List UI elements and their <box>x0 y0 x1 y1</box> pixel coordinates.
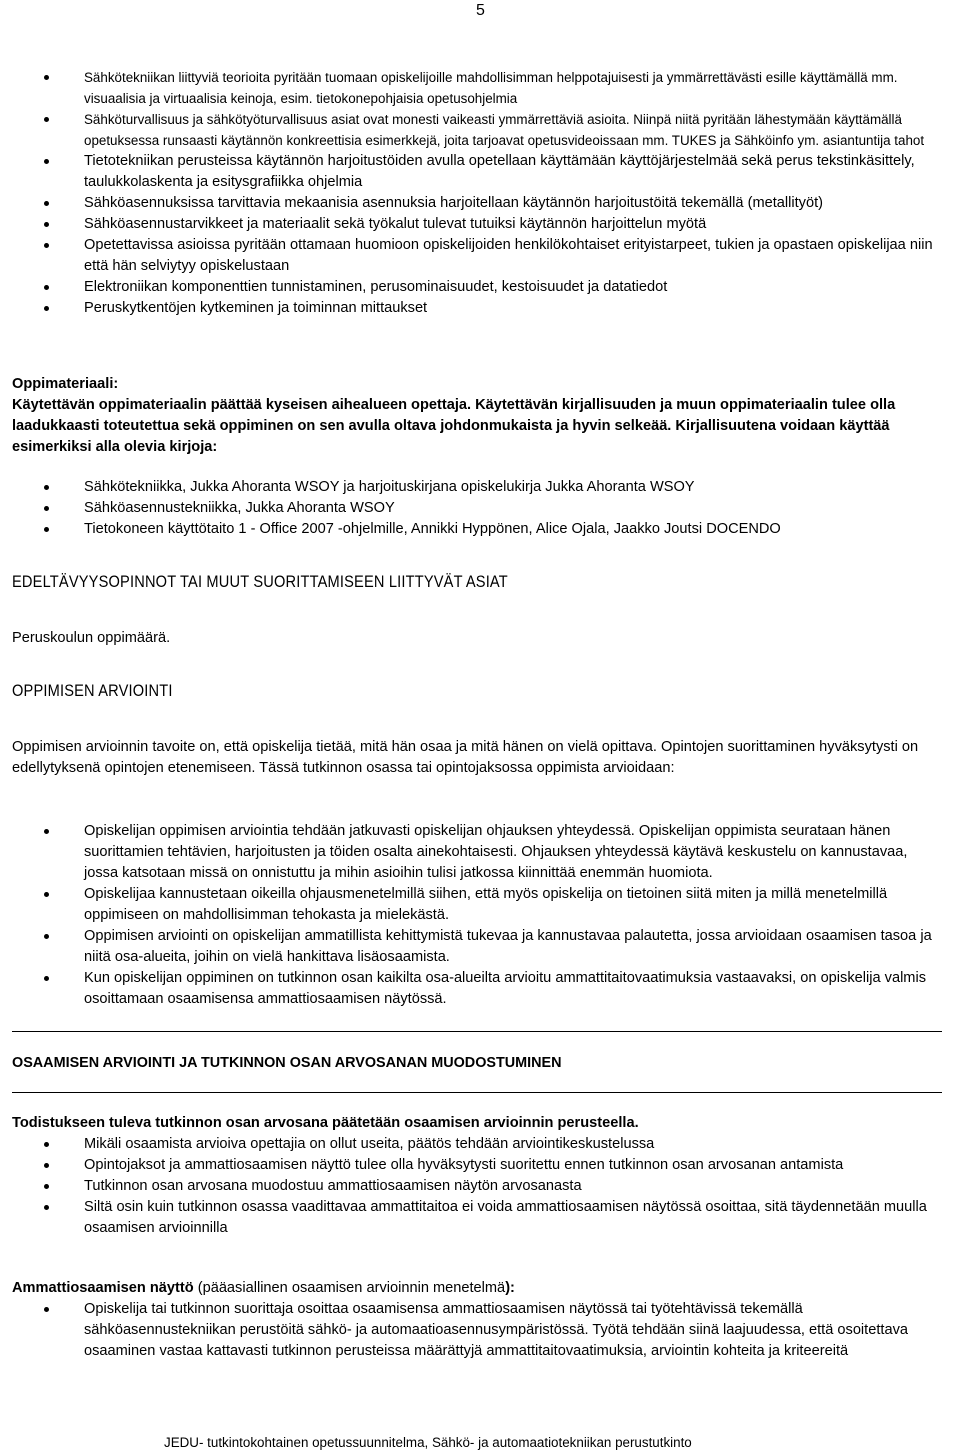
list-item: Opetettavissa asioissa pyritään ottamaan huomioon opiskelijoiden henkilökohtaiset erityistarpeet, tukien ja opastaen opiskelijaa niin että hän selviytyy opiskelustaan <box>12 235 942 277</box>
list-item: Opiskelijaa kannustetaan oikeilla ohjausmenetelmillä siihen, että myös opiskelija on tietoinen siitä miten ja millä menetelmillä oppimiseen on mahdollisimman tehokasta ja mielekästä. <box>12 884 942 926</box>
page-number: 5 <box>476 2 485 19</box>
list-item: Opintojaksot ja ammattiosaamisen näyttö tulee olla hyväksytysti suoritettu ennen tutkinnon osan arvosanan antamista <box>12 1155 942 1176</box>
list-item: Sähkötekniikka, Jukka Ahoranta WSOY ja harjoituskirjana opiskelukirja Jukka Ahoranta WSOY <box>12 477 942 498</box>
edeltavyys-heading: EDELTÄVYYSOPINNOT TAI MUUT SUORITTAMISEEN LIITTYVÄT ASIAT <box>12 572 508 591</box>
edeltavyys-text: Peruskoulun oppimäärä. <box>12 630 171 646</box>
naytto-label-bold: Ammattiosaamisen näyttö <box>12 1280 194 1296</box>
arviointi-intro: Oppimisen arvioinnin tavoite on, että opiskelija tietää, mitä hän osaa ja mitä hänen on vielä opittava. Opintojen suorittaminen hyväksytysti on edellytyksenä opintojen etenemiseen. Tässä tutkinnon osassa tai opintojaksossa oppimista arvioidaan: <box>12 739 919 776</box>
list-item: Tietotekniikan perusteissa käytännön harjoitustöiden avulla opetellaan käyttämään käyttöjärjestelmää sekä perus tekstinkäsittely, taulukkolaskenta ja esitysgrafiikka ohjelmia <box>12 151 942 193</box>
list-item: Opiskelija tai tutkinnon suorittaja osoittaa osaamisensa ammattiosaamisen näytössä tai työtehtävissä tekemällä sähköasennustekniikan perustöitä sähkö- ja automaatioasennusympäristössä. Työtä tehdään siinä laajuudessa, että osoitettava osaaminen vastaa kattavasti tutkinnon perusteissa määrättyjä ammattitaitovaatimuksia, arviointin kohteita ja kriteereitä <box>12 1299 942 1362</box>
oppimateriaali-section <box>12 374 942 458</box>
list-item: Elektroniikan komponenttien tunnistaminen, perusominaisuudet, kestoisuudet ja datatiedot <box>12 277 942 298</box>
list-item: Mikäli osaamista arvioiva opettajia on ollut useita, päätös tehdään arviointikeskustelussa <box>12 1134 942 1155</box>
oppimateriaali-label: Oppimateriaali: <box>12 376 119 392</box>
naytto-label-end: ): <box>505 1280 515 1296</box>
oppimateriaali-text: Käytettävän oppimateriaalin päättää kyseisen aihealueen opettaja. Käytettävän kirjallisuuden ja muun oppimateriaalin tulee olla laadukkaasti toteutettua sekä oppiminen on sen avulla oltava johdonmukaista ja hyvin selkeää. Kirjallisuutena voidaan käyttää esimerkiksi alla olevia kirjoja: <box>12 397 896 455</box>
list-item: Tutkinnon osan arvosana muodostuu ammattiosaamisen näytön arvosanasta <box>12 1176 942 1197</box>
list-item: Sähköturvallisuus ja sähkötyöturvallisuus asiat ovat monesti vaikeasti ymmärrettäviä asioita. Niinpä niitä pyritään lähestymään käyttämällä opetuksessa runsaasti käytännön konkreettisia esimerkkejä, joita tarjoavat opetusvideoissaan mm. TUKES ja Sähköinfo ym. asiantuntija tahot <box>12 109 942 151</box>
list-item: Kun opiskelijan oppiminen on tutkinnon osan kaikilta osa-alueilta arvioitu ammattitaitovaatimuksia vastaavaksi, on opiskelija valmis osoittamaan osaamisensa ammattiosaamisen näytössä. <box>12 968 942 1010</box>
book-list <box>12 477 942 540</box>
arviointi-list <box>12 821 942 1010</box>
todistus-list <box>12 1134 942 1239</box>
list-item: Sähköasennustarvikkeet ja materiaalit sekä työkalut tulevat tutuiksi käytännön harjoittelun myötä <box>12 214 942 235</box>
naytto-label-mid: (pääasiallinen osaamisen arvioinnin menetelmä <box>193 1280 506 1296</box>
osaamisen-heading: OSAAMISEN ARVIOINTI JA TUTKINNON OSAN ARVOSANAN MUODOSTUMINEN <box>12 1055 562 1071</box>
section-divider <box>12 1031 942 1032</box>
list-item: Sähköasennuksissa tarvittavia mekaanisia asennuksia harjoitellaan käytännön harjoitustöitä tekemällä (metallityöt) <box>12 193 942 214</box>
naytto-label <box>12 1278 942 1299</box>
list-item: Sähköasennustekniikka, Jukka Ahoranta WSOY <box>12 498 942 519</box>
top-bullet-list <box>12 67 942 319</box>
naytto-list <box>12 1299 942 1362</box>
page-footer: JEDU- tutkintokohtainen opetussuunnitelma, Sähkö- ja automaatiotekniikan perustutkinto <box>164 1435 692 1450</box>
list-item: Oppimisen arviointi on opiskelijan ammatillista kehittymistä tukevaa ja kannustavaa palautetta, jossa arvioidaan osaamisen tasoa ja niitä osa-alueita, joihin on vielä hankittava lisäosaamista. <box>12 926 942 968</box>
arviointi-heading: OPPIMISEN ARVIOINTI <box>12 681 173 700</box>
list-item: Siltä osin kuin tutkinnon osassa vaadittavaa ammattitaitoa ei voida ammattiosaamisen näytössä osoittaa, sitä täydennetään muulla osaamisen arvioinnilla <box>12 1197 942 1239</box>
list-item: Opiskelijan oppimisen arviointia tehdään jatkuvasti opiskelijan ohjauksen yhteydessä. Opiskelijan oppimista seurataan hänen suorittamien tehtävien, harjoitusten ja töiden osalta ainekohtaisesti. Ohjauksen yhteydessä käytävä keskustelu on kannustavaa, jossa katsotaan missä on onnistuttu ja mihin asioihin tulisi jatkossa kiinnittää enemmän huomiota. <box>12 821 942 884</box>
todistus-label: Todistukseen tuleva tutkinnon osan arvosana päätetään osaamisen arvioinnin perusteella. <box>12 1115 639 1131</box>
list-item: Tietokoneen käyttötaito 1 - Office 2007 -ohjelmille, Annikki Hyppönen, Alice Ojala, Jaakko Joutsi DOCENDO <box>12 519 942 540</box>
list-item: Sähkötekniikan liittyviä teorioita pyritään tuomaan opiskelijoille mahdollisimman helppotajuisesti ja ymmärrettävästi esille käyttämällä mm. visuaalisia ja virtuaalisia keinoja, esim. tietokonepohjaisia opetusohjelmia <box>12 67 942 109</box>
section-divider <box>12 1092 942 1093</box>
list-item: Peruskytkentöjen kytkeminen ja toiminnan mittaukset <box>12 298 942 319</box>
